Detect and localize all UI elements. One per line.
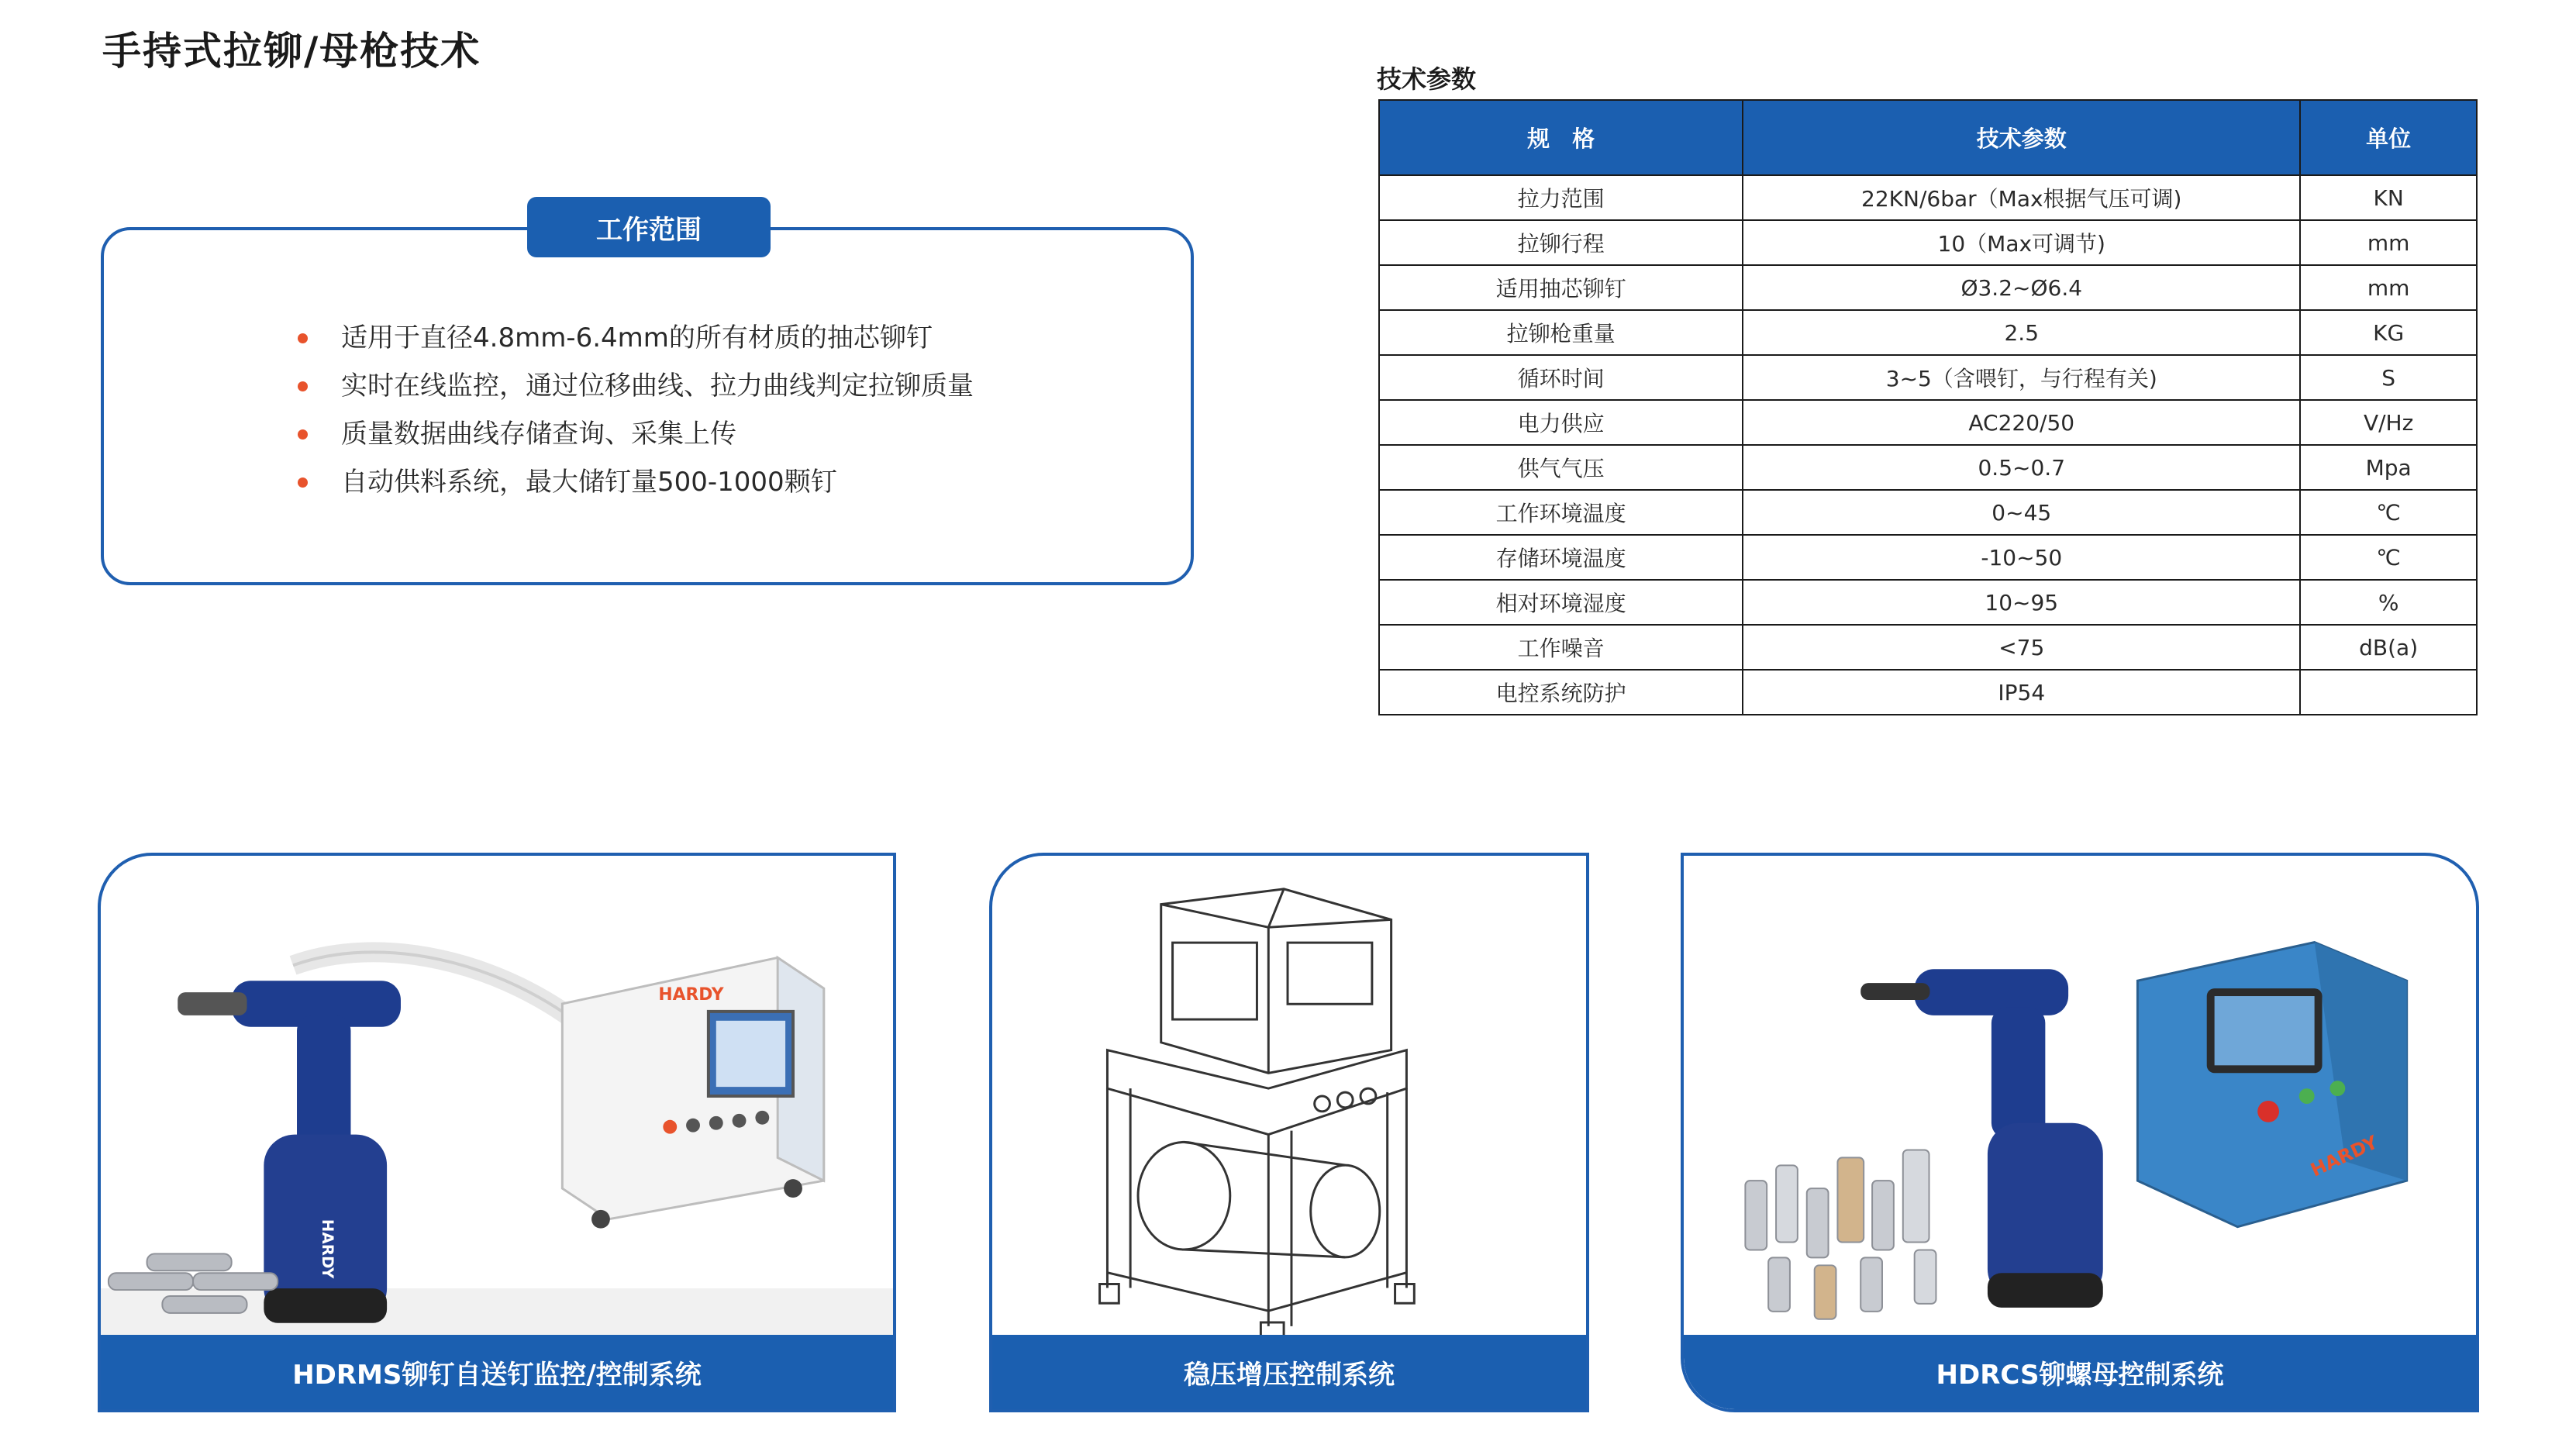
rivet-nut-gun-with-controller-image <box>1684 856 2476 1341</box>
cell-spec: 供气气压 <box>1379 445 1743 490</box>
cell-unit: Mpa <box>2300 445 2477 490</box>
list-item-text: 实时在线监控，通过位移曲线、拉力曲线判定拉铆质量 <box>341 371 974 402</box>
cell-param: 2.5 <box>1743 310 2300 355</box>
cell-param: 10（Max可调节) <box>1743 220 2300 265</box>
cell-spec: 电力供应 <box>1379 400 1743 445</box>
cell-spec: 拉铆行程 <box>1379 220 1743 265</box>
cell-param: 0.5~0.7 <box>1743 445 2300 490</box>
cell-param: 3~5（含喂钉，与行程有关) <box>1743 355 2300 400</box>
table-row <box>1379 625 2477 670</box>
bullet-dot-icon <box>298 333 308 343</box>
column-header-params: 技术参数 <box>1743 100 2300 175</box>
cell-param: IP54 <box>1743 670 2300 715</box>
table-row <box>1379 445 2477 490</box>
brand-mark: HARDY <box>658 984 724 1005</box>
cell-param: AC220/50 <box>1743 400 2300 445</box>
product-card-pressure-control <box>989 853 1589 1412</box>
cell-unit: % <box>2300 580 2477 625</box>
list-item-text: 质量数据曲线存储查询、采集上传 <box>341 419 736 450</box>
list-item <box>298 314 974 362</box>
table-row <box>1379 670 2477 715</box>
brand-mark: HARDY <box>2307 1131 2381 1181</box>
cell-spec: 工作环境温度 <box>1379 490 1743 535</box>
cell-param: Ø3.2~Ø6.4 <box>1743 265 2300 310</box>
list-item <box>298 458 974 506</box>
cell-unit: KG <box>2300 310 2477 355</box>
cell-spec: 循环时间 <box>1379 355 1743 400</box>
svg-text:HARDY: HARDY <box>318 1219 336 1279</box>
cell-unit: ℃ <box>2300 535 2477 580</box>
table-row <box>1379 580 2477 625</box>
spec-heading: 技术参数 <box>1377 64 1477 94</box>
product-caption: 稳压增压控制系统 <box>992 1335 1586 1409</box>
cell-unit: mm <box>2300 265 2477 310</box>
list-item <box>298 362 974 410</box>
product-card-hdrms <box>98 853 896 1412</box>
cell-unit: mm <box>2300 220 2477 265</box>
column-header-unit: 单位 <box>2300 100 2477 175</box>
cell-spec: 适用抽芯铆钉 <box>1379 265 1743 310</box>
work-scope-list <box>298 314 974 506</box>
list-item-text: 自动供料系统，最大储钉量500-1000颗钉 <box>341 467 837 498</box>
cell-unit: ℃ <box>2300 490 2477 535</box>
cell-spec: 存储环境温度 <box>1379 535 1743 580</box>
cell-spec: 电控系统防护 <box>1379 670 1743 715</box>
product-caption: HDRMS铆钉自送钉监控/控制系统 <box>101 1335 893 1409</box>
bullet-dot-icon <box>298 477 308 488</box>
list-item-text: 适用于直径4.8mm-6.4mm的所有材质的抽芯铆钉 <box>341 322 933 353</box>
table-row <box>1379 175 2477 220</box>
cell-spec: 拉铆枪重量 <box>1379 310 1743 355</box>
cell-param: <75 <box>1743 625 2300 670</box>
page-title: 手持式拉铆/母枪技术 <box>102 29 481 74</box>
table-row <box>1379 535 2477 580</box>
bullet-dot-icon <box>298 381 308 391</box>
pressure-control-unit-drawing <box>992 856 1586 1341</box>
cell-param: 10~95 <box>1743 580 2300 625</box>
rivet-gun-with-controller-image <box>101 856 893 1341</box>
cell-unit: V/Hz <box>2300 400 2477 445</box>
work-scope-tab: 工作范围 <box>527 197 771 257</box>
cell-spec: 工作噪音 <box>1379 625 1743 670</box>
cell-unit <box>2300 670 2477 715</box>
table-row <box>1379 490 2477 535</box>
bullet-dot-icon <box>298 429 308 440</box>
list-item <box>298 410 974 458</box>
cell-spec: 拉力范围 <box>1379 175 1743 220</box>
cell-spec: 相对环境湿度 <box>1379 580 1743 625</box>
product-card-hdrcs <box>1681 853 2479 1412</box>
table-row <box>1379 355 2477 400</box>
cell-unit: S <box>2300 355 2477 400</box>
column-header-spec: 规 格 <box>1379 100 1743 175</box>
cell-param: 0~45 <box>1743 490 2300 535</box>
cell-unit: KN <box>2300 175 2477 220</box>
table-row <box>1379 400 2477 445</box>
spec-header-row <box>1379 100 2477 175</box>
table-row <box>1379 265 2477 310</box>
cell-unit: dB(a) <box>2300 625 2477 670</box>
table-row <box>1379 220 2477 265</box>
table-row <box>1379 310 2477 355</box>
spec-table <box>1378 99 2478 715</box>
cell-param: -10~50 <box>1743 535 2300 580</box>
product-caption: HDRCS铆螺母控制系统 <box>1684 1335 2476 1409</box>
cell-param: 22KN/6bar（Max根据气压可调) <box>1743 175 2300 220</box>
